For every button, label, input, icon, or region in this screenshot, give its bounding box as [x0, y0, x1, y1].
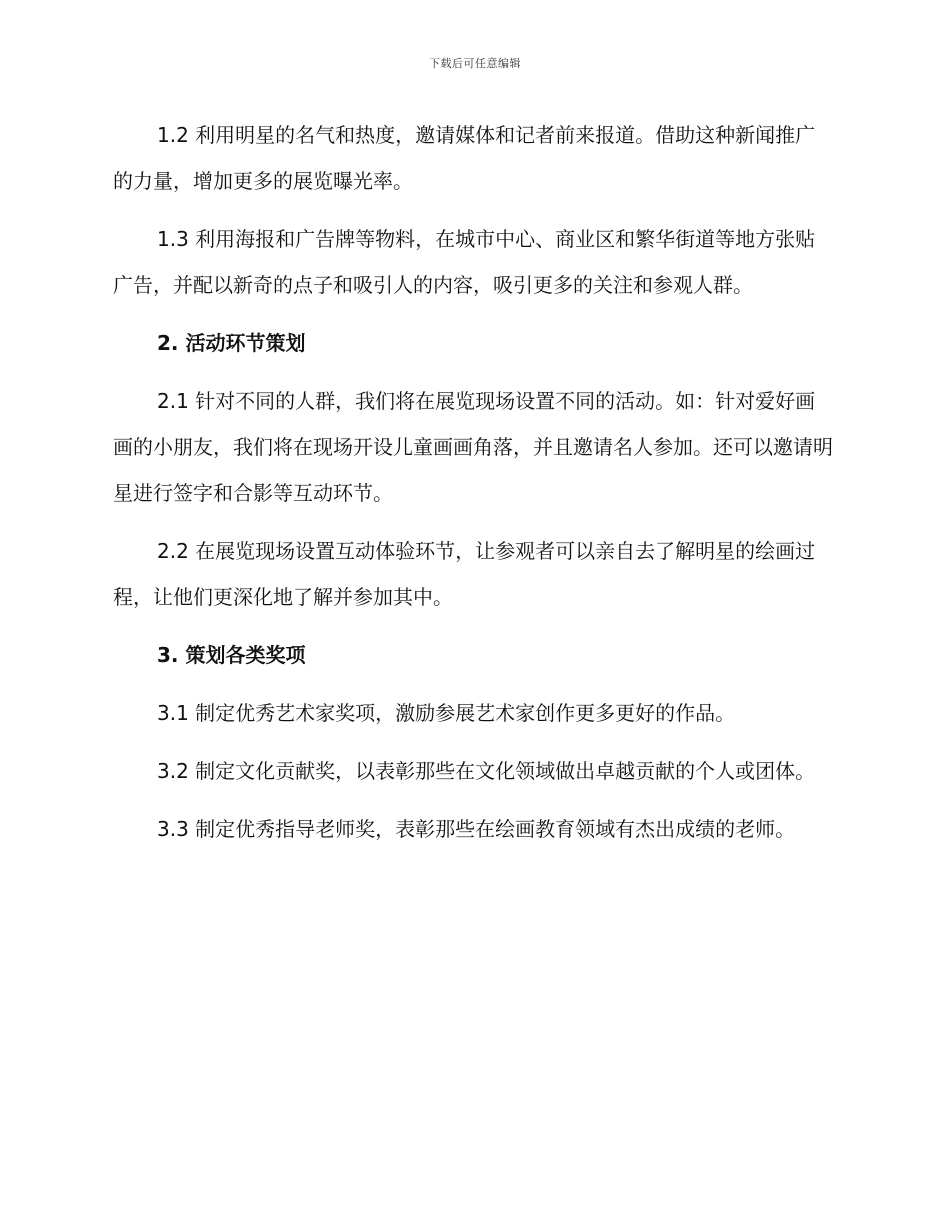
paragraph-2-1: 2.1 针对不同的人群，我们将在展览现场设置不同的活动。如：针对爱好画画的小朋友，我们将在现场开设儿童画画角落，并且邀请名人参加。还可以邀请明星进行签字和合影等互动环节。 — [113, 389, 833, 505]
paragraph-3-3: 3.3 制定优秀指导老师奖，表彰那些在绘画教育领域有杰出成绩的老师。 — [157, 817, 796, 841]
section-heading-2: 2. 活动环节策划 — [157, 331, 306, 355]
paragraph-3-1: 3.1 制定优秀艺术家奖项，激励参展艺术家创作更多更好的作品。 — [157, 701, 736, 725]
section-heading-3: 3. 策划各类奖项 — [157, 643, 306, 667]
header-note: 下载后可任意编辑 — [429, 57, 521, 70]
paragraph-1-2: 1.2 利用明星的名气和热度，邀请媒体和记者前来报道。借助这种新闻推广的力量，增加更多的展览曝光率。 — [113, 123, 816, 193]
paragraph-3-2: 3.2 制定文化贡献奖，以表彰那些在文化领域做出卓越贡献的个人或团体。 — [157, 759, 816, 783]
document-body — [113, 112, 835, 864]
paragraph-2-2: 2.2 在展览现场设置互动体验环节，让参观者可以亲自去了解明星的绘画过程，让他们更深化地了解并参加其中。 — [113, 539, 816, 609]
paragraph-1-3: 1.3 利用海报和广告牌等物料，在城市中心、商业区和繁华街道等地方张贴广告，并配以新奇的点子和吸引人的内容，吸引更多的关注和参观人群。 — [113, 227, 816, 297]
